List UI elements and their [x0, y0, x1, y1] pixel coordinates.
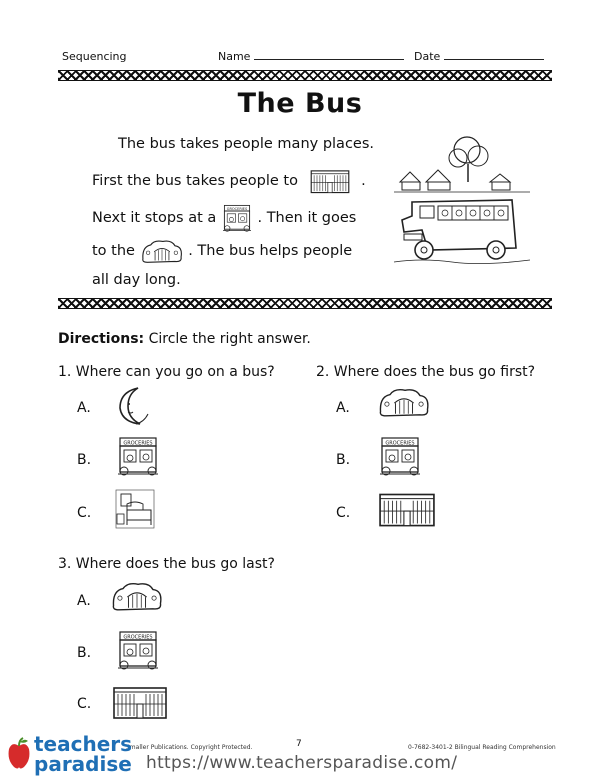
- bedroom-icon[interactable]: [112, 488, 158, 530]
- story-line-5: all day long.: [92, 272, 181, 288]
- directions-text: Circle the right answer.: [148, 331, 311, 347]
- grocery-store-icon[interactable]: [116, 436, 160, 476]
- story-line-3-text: Next it stops at a: [92, 210, 217, 226]
- question-3-prompt: 3. Where does the bus go last?: [58, 556, 275, 572]
- story-line-4: [92, 238, 352, 264]
- story-line-3: [92, 204, 356, 232]
- q1-option-c[interactable]: [77, 505, 91, 521]
- apple-logo-icon: [6, 736, 32, 770]
- date-line: [444, 50, 544, 60]
- top-decorative-border: [58, 70, 552, 81]
- story-line-4-text: to the: [92, 243, 135, 259]
- option-letter: C.: [336, 505, 351, 521]
- story-line-3-end: . Then it goes: [257, 210, 357, 226]
- footer-page-number: 7: [296, 739, 302, 749]
- option-letter: A.: [77, 400, 91, 416]
- option-letter: B.: [336, 452, 351, 468]
- q3-option-a[interactable]: [77, 593, 91, 609]
- zoo-icon[interactable]: [377, 386, 431, 418]
- name-label: Name: [218, 50, 251, 63]
- directions-label: Directions:: [58, 331, 145, 347]
- middle-decorative-border: [58, 298, 552, 309]
- subject-label: Sequencing: [62, 50, 127, 63]
- option-letter: B.: [77, 645, 92, 661]
- q1-option-a[interactable]: [77, 400, 91, 416]
- name-field[interactable]: [218, 50, 404, 63]
- question-1-prompt: 1. Where can you go on a bus?: [58, 364, 275, 380]
- page-title: The Bus: [237, 88, 363, 119]
- q2-option-a[interactable]: [336, 400, 350, 416]
- zoo-icon: [140, 238, 184, 264]
- story-line-2-end: .: [361, 173, 366, 189]
- q3-option-c[interactable]: [77, 696, 91, 712]
- date-label: Date: [414, 50, 441, 63]
- watermark-url[interactable]: https://www.teachersparadise.com/: [146, 753, 458, 773]
- q1-option-b[interactable]: [77, 452, 91, 468]
- story-line-2-text: First the bus takes people to: [92, 173, 298, 189]
- q3-option-b[interactable]: [77, 645, 91, 661]
- q2-option-b[interactable]: [336, 452, 350, 468]
- school-icon[interactable]: [378, 490, 436, 528]
- date-field[interactable]: [414, 50, 544, 63]
- story-line-2: [92, 168, 366, 194]
- option-letter: C.: [77, 696, 92, 712]
- option-letter: A.: [77, 593, 91, 609]
- option-letter: A.: [336, 400, 350, 416]
- footer-publisher: Smaller Publications. Copyright Protected.: [126, 744, 253, 751]
- brand-name-top: teachers: [34, 732, 133, 756]
- q2-option-c[interactable]: [336, 505, 350, 521]
- option-letter: B.: [77, 452, 92, 468]
- story-line-1: The bus takes people many places.: [118, 136, 374, 152]
- bus-illustration: [392, 130, 532, 270]
- school-icon: [305, 168, 355, 194]
- option-letter: C.: [77, 505, 92, 521]
- footer-book: 0-7682-3401-2 Bilingual Reading Comprehension: [408, 744, 556, 751]
- school-icon[interactable]: [112, 684, 168, 720]
- grocery-store-icon[interactable]: [116, 630, 160, 670]
- grocery-store-icon[interactable]: [378, 436, 422, 476]
- zoo-icon[interactable]: [110, 580, 164, 612]
- brand-name-bottom: paradise: [34, 752, 132, 776]
- grocery-store-icon: [221, 204, 253, 232]
- directions: [58, 331, 311, 347]
- name-line: [254, 50, 404, 60]
- question-2-prompt: 2. Where does the bus go first?: [316, 364, 536, 380]
- moon-icon[interactable]: [108, 384, 156, 428]
- story-line-4-end: . The bus helps people: [188, 243, 353, 259]
